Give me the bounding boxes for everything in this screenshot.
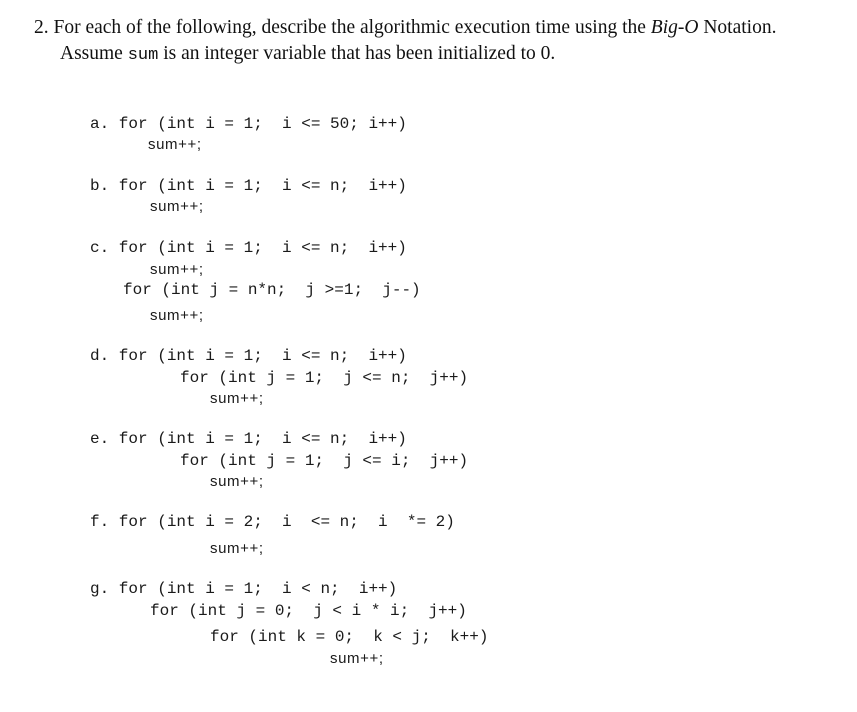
item-c-body-2: sum++;: [150, 307, 204, 324]
item-g-body: sum++;: [330, 650, 384, 667]
item-g-inner-loop: for (int k = 0; k < j; k++): [210, 628, 489, 646]
item-c-body-1: sum++;: [150, 261, 204, 278]
question-number: 2.: [34, 17, 49, 38]
question-text-2: Assume: [60, 43, 128, 64]
item-c-for-loop-1: c. for (int i = 1; i <= n; i++): [90, 239, 407, 257]
sum-variable: sum: [127, 46, 159, 65]
item-g-outer-loop: g. for (int i = 1; i < n; i++): [90, 580, 398, 598]
question-text-1: For each of the following, describe the algorithmic execution time using the: [53, 17, 651, 38]
item-c-for-loop-2: for (int j = n*n; j >=1; j--): [123, 281, 421, 299]
item-d-outer-loop: d. for (int i = 1; i <= n; i++): [90, 347, 407, 365]
item-a-for-loop: a. for (int i = 1; i <= 50; i++): [90, 115, 407, 133]
question-line-2: [60, 42, 555, 68]
item-f-body: sum++;: [210, 540, 264, 557]
question-line-1: [34, 16, 776, 40]
question-text-1-end: Notation.: [698, 17, 777, 38]
item-a-body: sum++;: [148, 136, 202, 153]
item-g-middle-loop: for (int j = 0; j < i * i; j++): [150, 602, 467, 620]
item-d-body: sum++;: [210, 390, 264, 407]
item-e-body: sum++;: [210, 473, 264, 490]
item-f-for-loop: f. for (int i = 2; i <= n; i *= 2): [90, 513, 455, 531]
item-b-body: sum++;: [150, 198, 204, 215]
big-o-term: Big-O: [650, 17, 699, 38]
question-text-2-end: is an integer variable that has been initialized to 0.: [158, 43, 556, 64]
item-b-for-loop: b. for (int i = 1; i <= n; i++): [90, 177, 407, 195]
item-d-inner-loop: for (int j = 1; j <= n; j++): [180, 369, 469, 387]
item-e-inner-loop: for (int j = 1; j <= i; j++): [180, 452, 469, 470]
item-e-outer-loop: e. for (int i = 1; i <= n; i++): [90, 430, 407, 448]
